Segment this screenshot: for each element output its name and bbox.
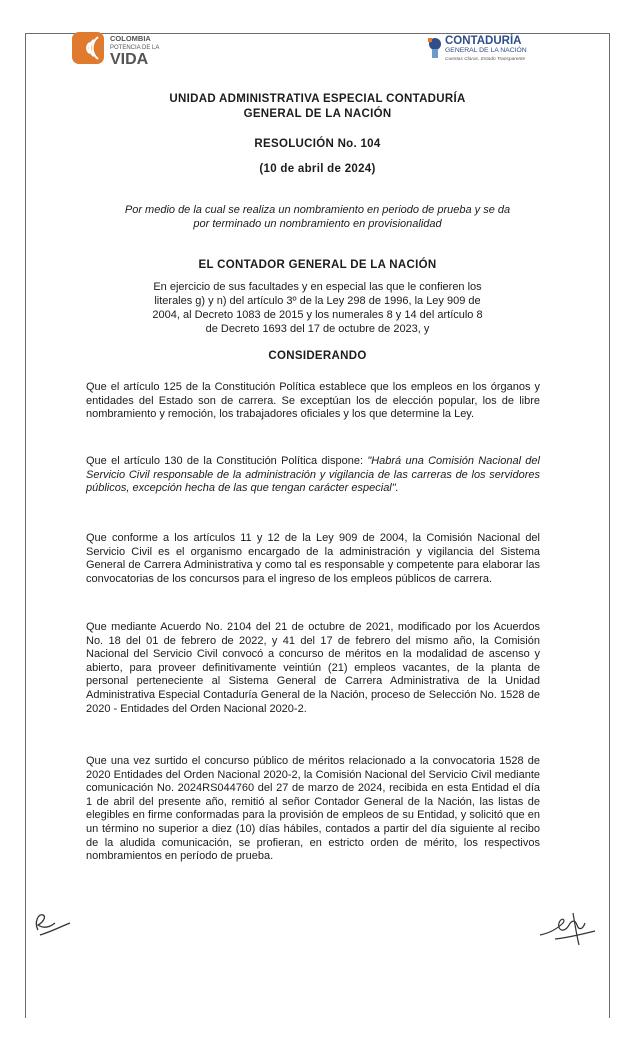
authority-heading: EL CONTADOR GENERAL DE LA NACIÓN — [198, 259, 437, 271]
considering-heading: CONSIDERANDO — [268, 350, 367, 362]
logo-left-line3: VIDA — [110, 51, 149, 68]
initials-signature — [30, 905, 75, 940]
powers-line4: de Decreto 1693 del 17 de octubre de 2023, y — [205, 323, 430, 335]
powers-line1: En ejercicio de sus facultades y en especial las que le confieren los — [153, 281, 482, 293]
subject-line2: por terminado un nombramiento en provisionalidad — [193, 218, 442, 230]
entity-title-line2: GENERAL DE LA NACIÓN — [243, 108, 392, 120]
handwritten-signature — [535, 905, 605, 950]
logo-right-line2: GENERAL DE LA NACIÓN — [445, 47, 527, 54]
paragraph-2 — [86, 455, 540, 496]
page-frame-left — [25, 33, 26, 1018]
logo-left-line2: POTENCIA DE LA — [110, 45, 160, 51]
resolution-number: RESOLUCIÓN No. 104 — [254, 138, 381, 150]
colombia-potencia-vida-logo — [70, 30, 190, 68]
paragraph-4: Que mediante Acuerdo No. 2104 del 21 de octubre de 2021, modificado por los Acuerdos No. 18 del 01 de febrero de 2022, y 41 del 17 de febrero del mismo año, la Comisión Nacional del Servicio Civil convocó a concurso de méritos en la modalidad de ascenso y abierto, para proveer definitivamente veintiún (21) empleos vacantes, de la planta de personal perteneciente al Sistema General de Carrera Administrativa de la Unidad Administrativa Especial Contaduría General de la Nación, proceso de Selección No. 1528 de 2020 - Entidades del Orden Nacional 2020-2. — [86, 621, 540, 715]
powers-line2: literales g) y n) del artículo 3º de la Ley 298 de 1996, la Ley 909 de — [154, 295, 481, 307]
logo-right-line3: Cuentas Claras, Estado Transparente — [445, 57, 526, 62]
paragraph-2-lead: Que el artículo 130 de la Constitución Política dispone: — [86, 455, 368, 467]
paragraph-2-quote: "Habrá una Comisión Nacional del Servicio Civil responsable de la administración y vigilancia de las carreras de los servidores públicos, excepción hecha de las que tengan carácter especial". — [86, 455, 540, 495]
powers-line3: 2004, al Decreto 1083 de 2015 y los numerales 8 y 14 del artículo 8 — [152, 309, 483, 321]
subject-line1: Por medio de la cual se realiza un nombramiento en periodo de prueba y se da — [124, 204, 511, 216]
page-frame-right — [609, 33, 610, 1018]
entity-title-line1: UNIDAD ADMINISTRATIVA ESPECIAL CONTADURÍA — [169, 93, 466, 105]
resolution-date: (10 de abril de 2024) — [259, 163, 376, 175]
logo-right-line1: CONTADURÍA — [445, 35, 522, 47]
paragraph-5: Que una vez surtido el concurso público de méritos relacionado a la convocatoria 1528 de 2020 Entidades del Orden Nacional 2020-2, la Comisión Nacional del Servicio Civil mediante comunicación No. 2024RS044760 del 27 de marzo de 2024, recibida en esta Entidad el día 1 de abril del presente año, remitió al señor Contador General de la Nación, las listas de elegibles en firme conformadas para la provisión de empleos de su Entidad, y solicitó que en un término no superior a diez (10) días hábiles, contados a partir del día siguiente al recibo de la aludida comunicación, se profieran, en estricto orden de mérito, los respectivos nombramientos en período de prueba. — [86, 755, 540, 863]
paragraph-3: Que conforme a los artículos 11 y 12 de la Ley 909 de 2004, la Comisión Nacional del Servicio Civil es el organismo encargado de la administración y vigilancia del Sistema General de Carrera Administrativa y como tal es responsable y competente para elaborar las convocatorias de los concursos para el ingreso de los empleos públicos de carrera. — [86, 532, 540, 585]
logo-left-line1: COLOMBIA — [110, 34, 151, 43]
contaduria-logo — [425, 30, 555, 66]
paragraph-1: Que el artículo 125 de la Constitución Política establece que los empleos en los órganos y entidades del Estado son de carrera. Se exceptúan los de elección popular, los de libre nombramiento y remoción, los trabajadores oficiales y los que determine la Ley. — [86, 381, 540, 421]
